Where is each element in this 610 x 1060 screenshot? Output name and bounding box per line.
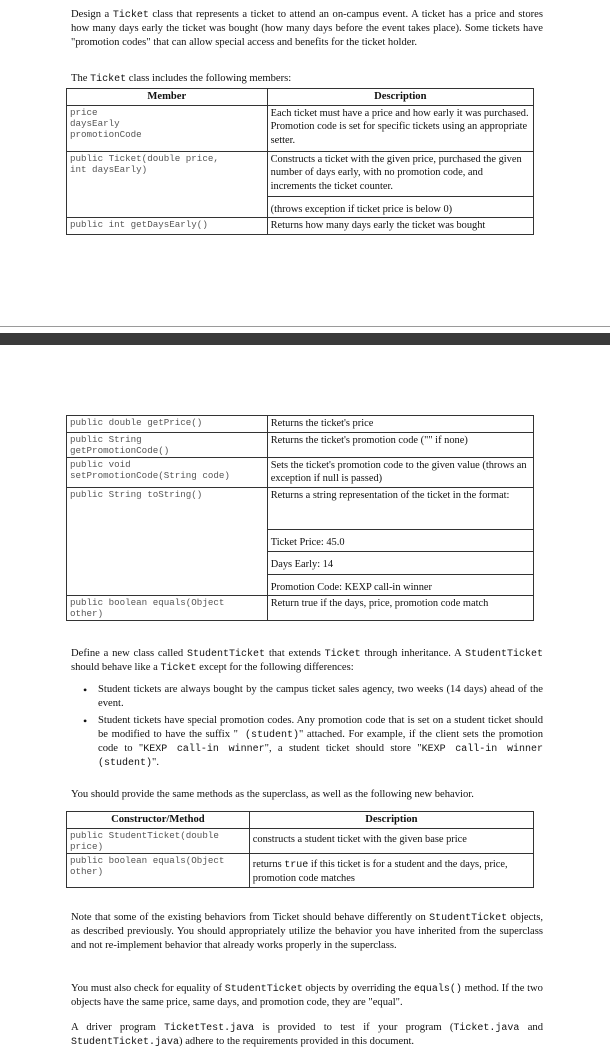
page-bottom-edge [0,326,610,333]
description-cell: Return true if the days, price, promotion code match [267,596,533,621]
table-row [67,218,534,235]
member-cell: public String toString() [67,487,268,596]
table-row [67,487,534,596]
define-paragraph: Define a new class called StudentTicket that extends Ticket through inheritance. A StudentTicket should behave like a Ticket except for the following differences: [71,648,543,675]
document-page-1 [0,0,610,333]
members-table-continued [66,415,534,621]
description-cell: Returns the ticket's price [267,416,533,433]
student-ticket-table [66,811,534,888]
page-separator [0,333,610,345]
table-row [67,457,534,487]
description-cell: Constructs a ticket with the given price, purchased the given number of days early, with no promotion code, and increments the ticket counter. (throws exception if ticket price is below 0) [267,151,533,217]
table-header-member: Member [67,89,268,106]
description-cell: Returns how many days early the ticket was bought [267,218,533,235]
member-cell: public boolean equals(Object other) [67,596,268,621]
member-cell: public String getPromotionCode() [67,432,268,457]
description-cell: Returns the ticket's promotion code ("" if none) [267,432,533,457]
table-row [67,854,534,888]
note-paragraph: Note that some of the existing behaviors from Ticket should behave differently on StudentTicket objects, as described previously. You should appropriately utilize the behavior you have inherited from the superclass and not re-implement behavior that already works properly in the superclass. [71,912,544,952]
description-cell: constructs a student ticket with the given base price [249,828,533,853]
table-row [67,596,534,621]
list-item: • Student tickets are always bought by the campus ticket sales agency, two weeks (14 days) ahead of the event. [98,683,543,711]
table-row [67,432,534,457]
equals-paragraph: You must also check for equality of StudentTicket objects by overriding the equals() method. If the two objects have the same price, same days, and promotion code, they are "equal". [71,983,543,1009]
member-cell: public boolean equals(Object other) [67,854,250,888]
table-row [67,151,534,217]
member-cell: public double getPrice() [67,416,268,433]
description-cell: Each ticket must have a price and how early it was purchased. Promotion code is set for specific tickets using an appropriate setter. [267,105,533,151]
members-intro: The Ticket class includes the following members: [71,73,292,85]
intro-paragraph: Design a Ticket class that represents a ticket to attend an on-campus event. A ticket has a price and stores how many days early the ticket was bought (how many days before the event takes place). Some tickets have "promotion codes" that can allow special access and benefits for the ticket holder. [71,9,543,49]
table-header-description: Description [267,89,533,106]
description-cell: Returns a string representation of the ticket in the format: Ticket Price: 45.0 Days Early: 14 Promotion Code: KEXP call-in winner [267,487,533,596]
table-row [67,828,534,853]
member-cell: public int getDaysEarly() [67,218,268,235]
members-table [66,88,534,235]
description-cell: Sets the ticket's promotion code to the given value (throws an exception if null is passed) [267,457,533,487]
member-cell: public Ticket(double price, int daysEarly) [67,151,268,217]
table-row [67,105,534,151]
driver-paragraph: A driver program TicketTest.java is provided to test if your program (Ticket.java and StudentTicket.java) adhere to the requirements provided in this document. [71,1022,543,1049]
differences-list [98,683,543,773]
list-item: • Student tickets have special promotion codes. Any promotion code that is set on a student ticket should be modified to have the suffix " (student)" attached. For example, if the client sets the promotion code to "KEXP call-in winner", a student ticket should store "KEXP call-in winner (student)". [98,714,543,771]
description-cell: returns true if this ticket is for a student and the days, price, promotion code matches [249,854,533,888]
table-row [67,416,534,433]
provide-paragraph: You should provide the same methods as the superclass, as well as the following new behavior. [71,789,474,800]
member-cell: public StudentTicket(double price) [67,828,250,853]
document-page-2 [0,345,610,1060]
member-cell: price daysEarly promotionCode [67,105,268,151]
table-header-constructor-method: Constructor/Method [67,812,250,829]
member-cell: public void setPromotionCode(String code) [67,457,268,487]
table-header-description: Description [249,812,533,829]
